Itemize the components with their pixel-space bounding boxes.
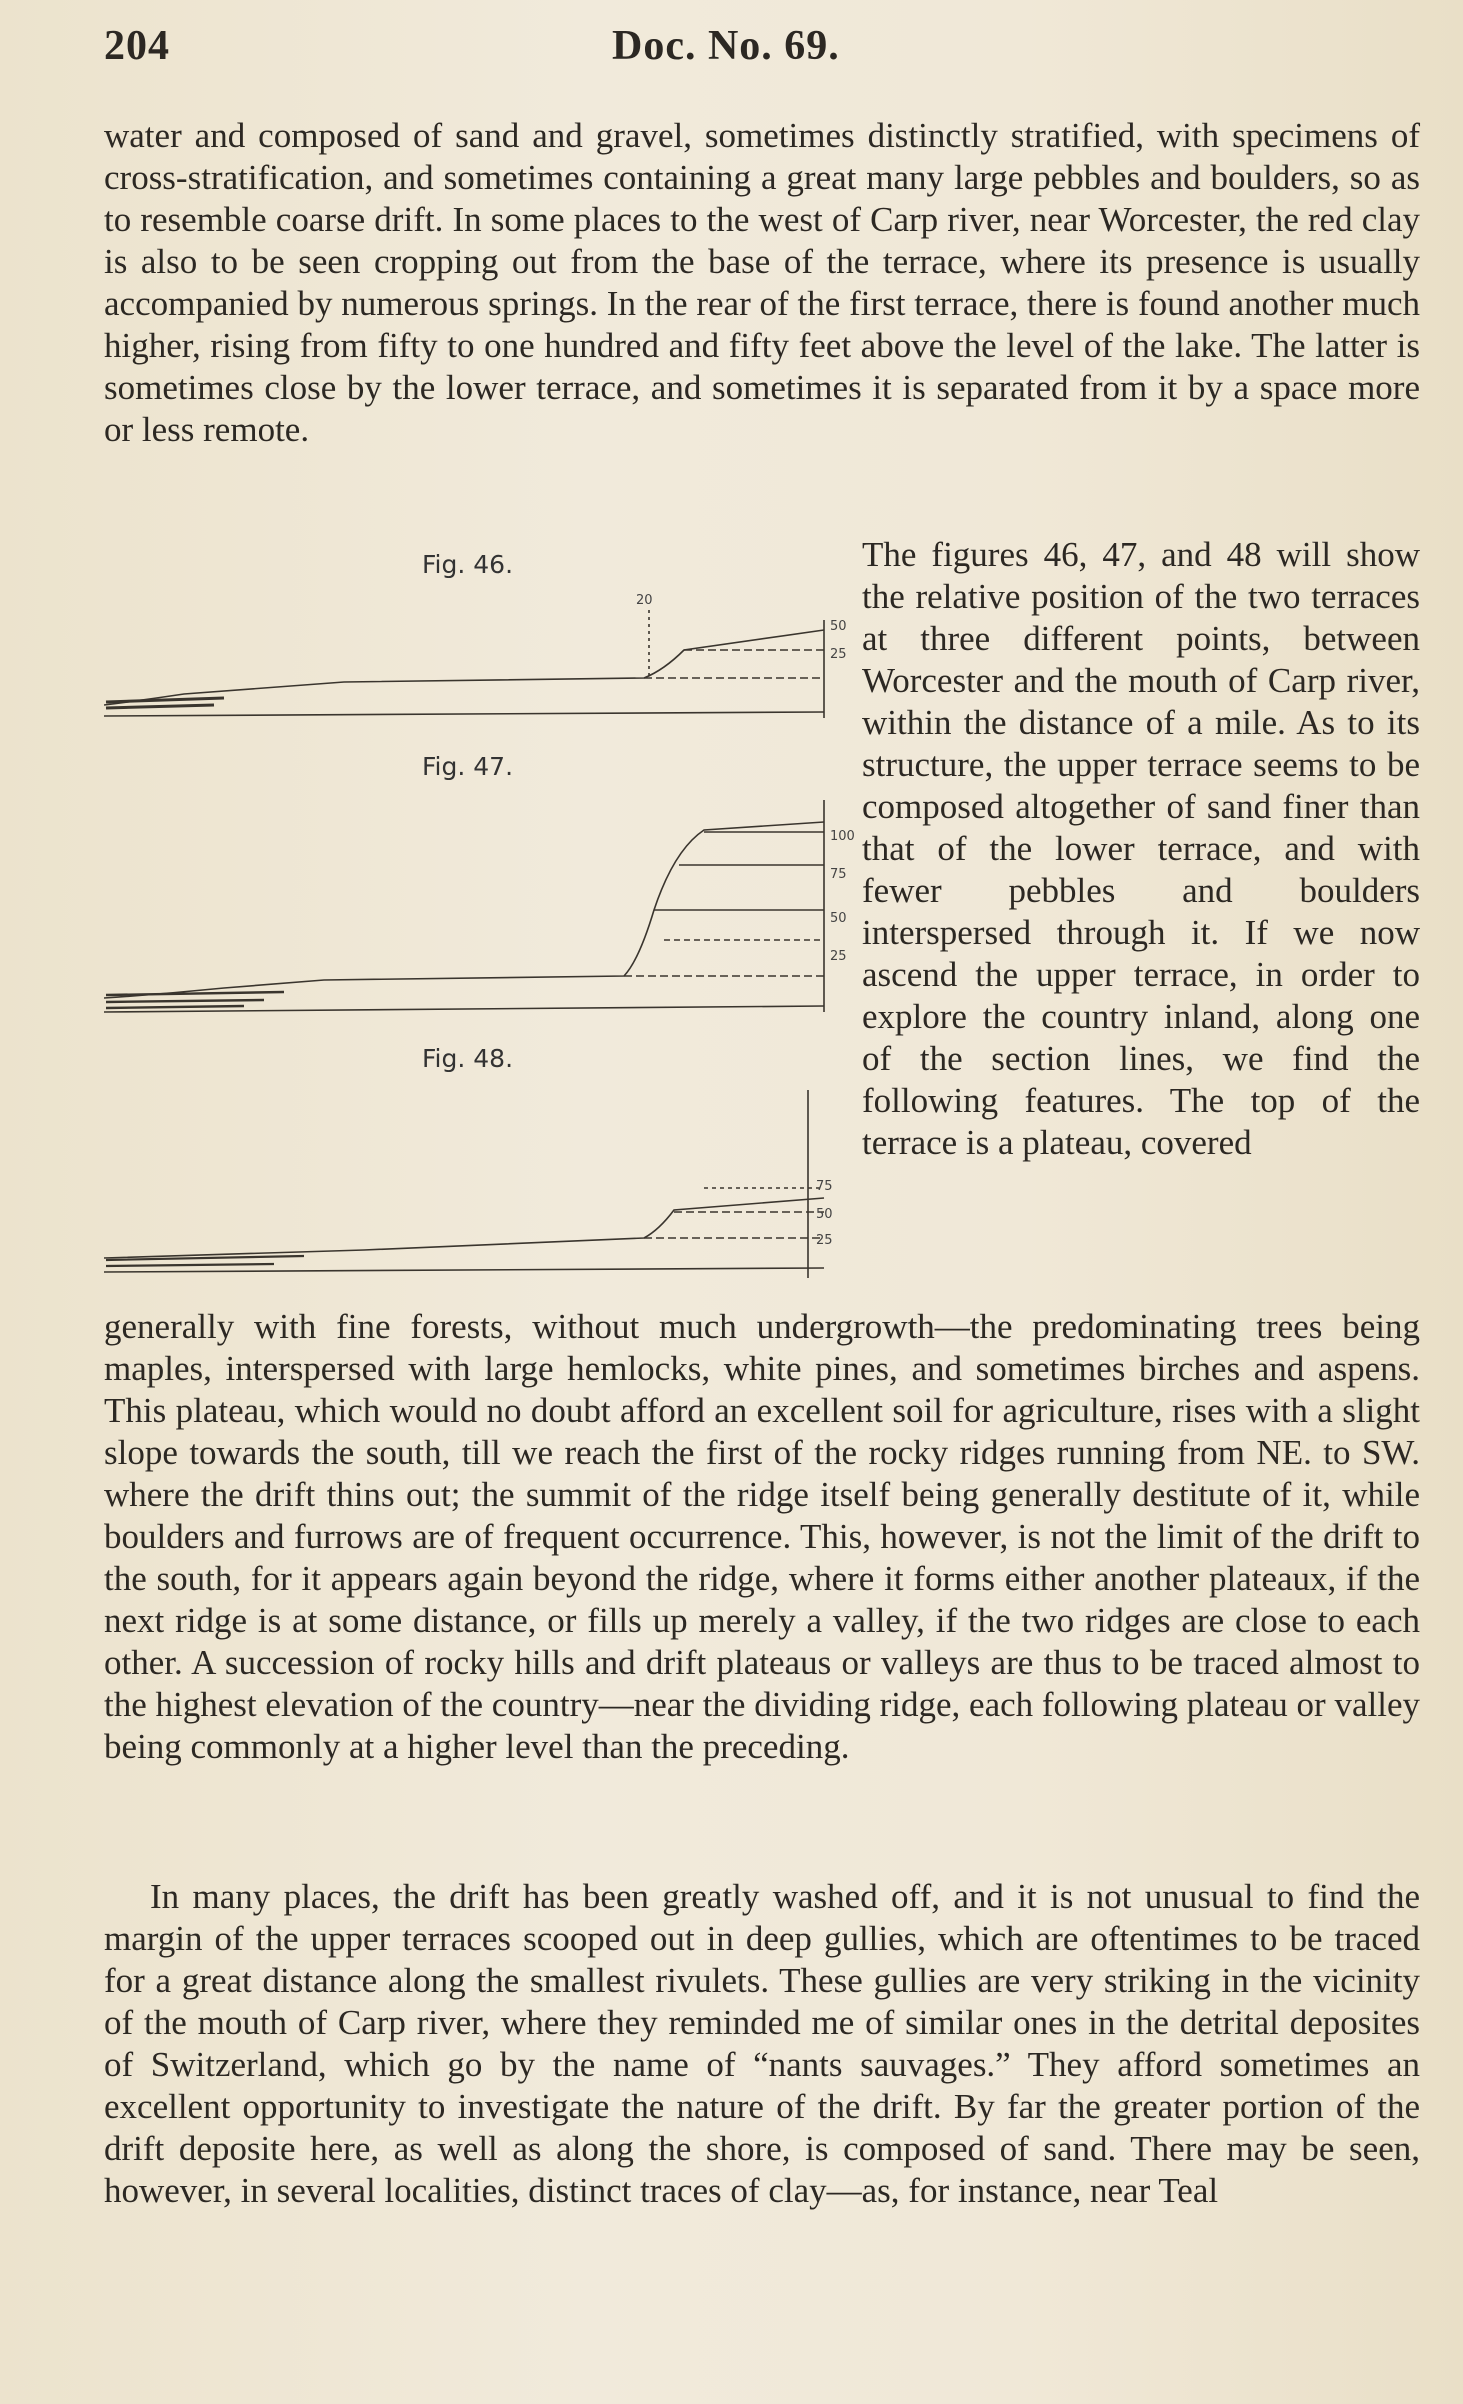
figure-47-mark-3: 25	[830, 949, 847, 964]
figure-47-mark-2: 50	[830, 911, 847, 926]
figure-48-caption: Fig. 48.	[422, 1044, 514, 1073]
figure-47-mark-1: 75	[830, 867, 847, 882]
document-title: Doc. No. 69.	[612, 23, 840, 69]
figure-48-mark-2: 25	[816, 1233, 833, 1248]
figure-48-mark-0: 75	[816, 1179, 833, 1194]
paragraph-figure-description: The figures 46, 47, and 48 will show the relative position of the two terraces at three different points, between Worcester and the mouth of Carp river, within the distance of a mile. As to its structure, the upper terrace seems to be composed altogether of sand finer than that of the lower terrace, and with fewer pebbles and boulders interspersed through it. If we now ascend the upper terrace, in order to explore the country inland, along one of the section lines, we find the following features. The top of the terrace is a plateau, covered	[862, 535, 1420, 1162]
figure-46-mark-2: 25	[830, 647, 847, 662]
figure-46-terrace-section	[104, 590, 860, 740]
paragraph-drift-gullies: In many places, the drift has been greatly washed off, and it is not unusual to find the margin of the upper terraces scooped out in deep gullies, which are oftentimes to be traced for a great distance along the smallest rivulets. These gullies are very striking in the vicinity of the mouth of Carp river, where they reminded me of similar ones in the detrital deposites of Switzerland, which go by the name of “nants sauvages.” They afford sometimes an excellent opportunity to investigate the nature of the drift. By far the greater portion of the drift deposite here, as well as along the shore, is composed of sand. There may be seen, however, in several localities, distinct traces of clay—as, for instance, near Teal	[104, 1877, 1420, 2210]
figure-46-mark-0: 20	[636, 593, 653, 608]
figure-48-terrace-section	[104, 1080, 860, 1290]
paragraph-plateau: generally with fine forests, without much undergrowth—the predominating trees being maples, interspersed with large hemlocks, white pines, and sometimes birches and aspens. This plateau, which would no doubt afford an excellent soil for agriculture, rises with a slight slope towards the south, till we reach the first of the rocky ridges running from NE. to SW. where the drift thins out; the summit of the ridge itself being generally destitute of it, while boulders and furrows are of frequent occurrence. This, however, is not the limit of the drift to the south, for it appears again beyond the ridge, where it forms either another plateaux, if the next ridge is at some distance, or fills up merely a valley, if the two ridges are close to each other. A succession of rocky hills and drift plateaus or valleys are thus to be traced almost to the highest elevation of the country—near the dividing ridge, each following plateau or valley being commonly at a higher level than the preceding.	[104, 1307, 1420, 1766]
page-number: 204	[104, 23, 170, 69]
running-head	[104, 22, 1423, 82]
figure-47-mark-0: 100	[830, 829, 855, 844]
figure-47-caption: Fig. 47.	[422, 752, 514, 781]
figure-46-caption: Fig. 46.	[422, 550, 514, 579]
figure-48-mark-1: 50	[816, 1207, 833, 1222]
figure-47-terrace-section	[104, 790, 860, 1040]
paragraph-terraces: water and composed of sand and gravel, sometimes distinctly stratified, with specimens of cross-stratification, and sometimes containing a great many large pebbles and boulders, so as to resemble coarse drift. In some places to the west of Carp river, near Worcester, the red clay is also to be seen cropping out from the base of the terrace, where its presence is usually accompanied by numerous springs. In the rear of the first terrace, there is found another much higher, rising from fifty to one hundred and fifty feet above the level of the lake. The latter is sometimes close by the lower terrace, and sometimes it is separated from it by a space more or less remote.	[104, 116, 1420, 449]
figure-46-mark-1: 50	[830, 619, 847, 634]
